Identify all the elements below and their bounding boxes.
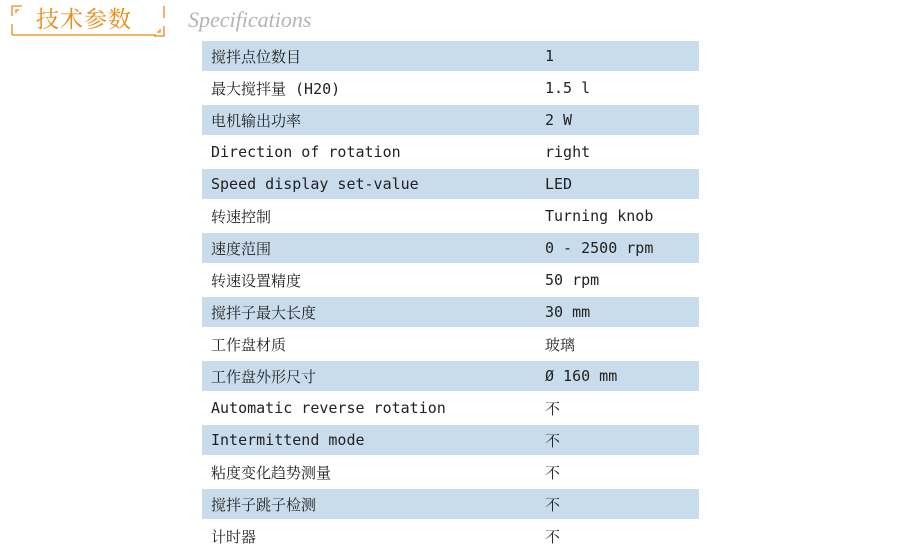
table-row xyxy=(202,264,699,296)
table-row xyxy=(202,41,699,72)
specifications-table xyxy=(202,41,699,553)
spec-value: 2 W xyxy=(545,104,699,136)
spec-value: LED xyxy=(545,168,699,200)
specifications-table-body xyxy=(202,41,699,552)
spec-value: 1 xyxy=(545,41,699,72)
spec-label: Speed display set-value xyxy=(202,168,545,200)
spec-value: 30 mm xyxy=(545,296,699,328)
spec-value: Turning knob xyxy=(545,200,699,232)
section-header xyxy=(10,4,350,38)
spec-value: 不 xyxy=(545,456,699,488)
spec-value: 不 xyxy=(545,488,699,520)
spec-value: 0 - 2500 rpm xyxy=(545,232,699,264)
spec-label: Automatic reverse rotation xyxy=(202,392,545,424)
table-row xyxy=(202,360,699,392)
table-row xyxy=(202,104,699,136)
spec-label: 搅拌子跳子检测 xyxy=(202,488,545,520)
spec-label: Intermittend mode xyxy=(202,424,545,456)
table-row xyxy=(202,488,699,520)
title-frame xyxy=(10,4,166,36)
spec-value: 1.5 l xyxy=(545,72,699,104)
table-row xyxy=(202,168,699,200)
spec-label: 电机输出功率 xyxy=(202,104,545,136)
spec-label: 工作盘材质 xyxy=(202,328,545,360)
spec-value: 不 xyxy=(545,392,699,424)
spec-value: 50 rpm xyxy=(545,264,699,296)
spec-label: 转速设置精度 xyxy=(202,264,545,296)
spec-value: 不 xyxy=(545,424,699,456)
spec-label: 搅拌点位数目 xyxy=(202,41,545,72)
spec-label: 速度范围 xyxy=(202,232,545,264)
table-row xyxy=(202,72,699,104)
table-row xyxy=(202,200,699,232)
table-row xyxy=(202,392,699,424)
section-subtitle: Specifications xyxy=(188,7,312,32)
table-row xyxy=(202,232,699,264)
spec-label: 计时器 xyxy=(202,520,545,552)
table-row xyxy=(202,328,699,360)
spec-value: Ø 160 mm xyxy=(545,360,699,392)
spec-label: 工作盘外形尺寸 xyxy=(202,360,545,392)
spec-value: 不 xyxy=(545,520,699,552)
spec-value: 玻璃 xyxy=(545,328,699,360)
table-row xyxy=(202,520,699,552)
table-row xyxy=(202,136,699,168)
spec-label: 最大搅拌量 (H20) xyxy=(202,72,545,104)
spec-value: right xyxy=(545,136,699,168)
table-row xyxy=(202,456,699,488)
spec-label: 粘度变化趋势测量 xyxy=(202,456,545,488)
spec-label: Direction of rotation xyxy=(202,136,545,168)
spec-label: 搅拌子最大长度 xyxy=(202,296,545,328)
spec-label: 转速控制 xyxy=(202,200,545,232)
table-row xyxy=(202,424,699,456)
section-title: 技术参数 xyxy=(36,7,132,33)
table-row xyxy=(202,296,699,328)
